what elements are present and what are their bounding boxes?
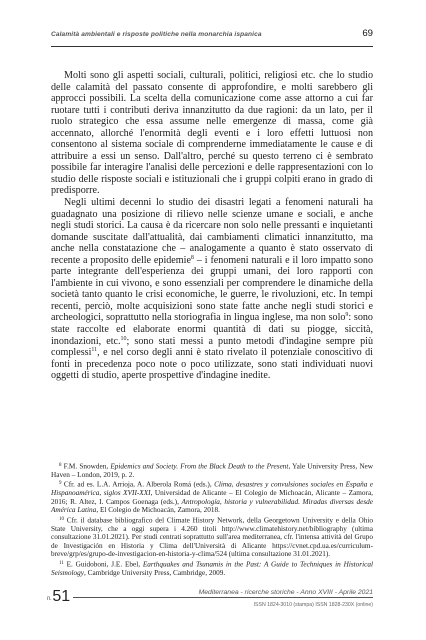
footnote-number: 10	[59, 516, 64, 522]
body-text	[51, 70, 373, 382]
issue-prefix: n.	[47, 596, 52, 602]
footnote-text: , Universidad de Alicante – El Colegio de Michoacán, Alicante – Zamora, 2016; R. Altez, I. Campos Goenaga (eds.),	[51, 489, 373, 506]
paragraph-2-part-b: – i fenomeni naturali e il loro impatto sono parte integrante dell'esperienza dei gruppi umani, dei loro rapporti con l'ambiente in cui vivono, e sono essenziali per comprendere le dinamiche della società tanto quanto le crisi economiche, le guerre, le rivoluzioni, etc. In tempi recenti, perciò, molte acquisizioni sono state fatte anche negli studi storici e archeologici, soprattutto nella storiografia in lingua inglese, ma non solo	[51, 254, 373, 324]
footnote-text: , Yale University Press, New Haven – London, 2019, p. 2.	[51, 462, 374, 480]
footnote-11	[51, 560, 373, 578]
footnote-8	[51, 462, 373, 480]
page-number: 69	[362, 28, 373, 39]
footnote-text: Cfr. il database bibliografico del Climate History Network, della Georgetown University e della Ohio State University, che a oggi supera i 4.260 titoli http://www.climatehistory.net/bibliography (ultima consultazione 31.01.2021). Per studi centrati soprattutto sull'area mediterranea, cfr. l'intensa attività del Grupo de Investigación en Historia y Clima dell'Università di Alicante https://cvnet.cpd.ua.es/curriculum-breve/grp/es/grupo-de-investigacion-en-historia-y-clima/524 (ultima consultazione 31.01.2021).	[51, 516, 374, 559]
issue-number	[47, 588, 70, 606]
paragraph-2-part-e: , e nel corso degli anni è stato rivelato il potenziale conoscitivo di fonti in precedenza poco note o poco utilizzate, sono stati individuati nuovi oggetti di studio, aperte prospettive d'indagine inedite.	[51, 347, 373, 382]
footnote-title: Earthquakes and Tsunamis in the Past: A Guide to Techniques in Historical Seismology	[51, 560, 373, 577]
paragraph-2-part-d: ; sono stati messi a punto metodi d'indagine sempre più complessi	[51, 335, 373, 359]
note-ref-11[interactable]: 11	[91, 347, 98, 354]
page-footer	[47, 588, 377, 620]
note-ref-8[interactable]: 8	[190, 254, 194, 261]
footnote-number: 9	[59, 481, 62, 487]
paragraph-2-part-c: : sono state raccolte ed elaborate enormi quantità di dati su piogge, siccità, inondazioni, etc.	[51, 312, 373, 347]
footer-rule	[73, 597, 373, 598]
footnote-text: F.M. Snowden,	[63, 462, 111, 471]
footnote-number: 11	[59, 560, 64, 566]
note-ref-10[interactable]: 10	[120, 335, 127, 342]
footnote-text: Cfr. ad es. L.A. Arrioja, A. Alberola Romá (eds.),	[63, 480, 215, 489]
footnotes	[51, 462, 373, 578]
footnote-text: , El Colegio de Michoacán, Zamora, 2018.	[96, 506, 220, 515]
footnote-9	[51, 480, 373, 515]
issn: ISSN 1824-3010 (stampa) ISSN 1828-230X (online)	[253, 602, 373, 608]
paragraph-1: Molti sono gli aspetti sociali, culturali, politici, religiosi etc. che lo studio delle calamità del passato consente di approfondire, e molti sarebbero gli approcci possibili. La scelta della comunicazione come asse attorno a cui far ruotare tutti i contributi deriva innanzitutto da due ragioni: da un lato, per il ruolo strategico che essa assume nelle emergenze di massa, come già accennato, allorché l'enormità degli eventi e i loro effetti luttuosi non consentono al sistema sociale di comprenderne immediatamente le cause e di attribuire a essi un senso. Dall'altro, perché su questo terreno ci è sembrato possibile far interagire l'analisi delle percezioni e delle rappresentazioni con lo studio delle risposte sociali e istituzionali che i gruppi colpiti erano in grado di predisporre.	[51, 70, 373, 197]
journal-name: Mediterranea - ricerche storiche - Anno XVIII - Aprile 2021	[198, 589, 373, 596]
footnote-10	[51, 516, 373, 559]
note-ref-9[interactable]: 9	[345, 312, 349, 319]
issue-number-value: 51	[52, 588, 71, 605]
running-title: Calamità ambientali e risposte politiche nella monarchia ispanica	[51, 31, 262, 38]
paragraph-2	[51, 197, 373, 382]
paragraph-2-part-a: Negli ultimi decenni lo studio dei disastri legati a fenomeni naturali ha guadagnato una posizione di rilievo nelle scienze umane e sociali, e anche negli studi storici. La causa è da ricercare non solo nelle pressanti e inquietanti domande suscitate dall'attualità, dai cambiamenti climatici innanzitutto, ma anche nella constatazione che – analogamente a quanto è stato osservato di recente a proposito delle epidemie	[51, 197, 373, 266]
footnote-text: E. Guidoboni, J.E. Ebel,	[66, 560, 143, 569]
footnote-title: Clima, desastres y convulsiones sociales en España e Hispanoamérica, siglos XVII-XXI	[51, 480, 374, 498]
running-header	[51, 30, 373, 47]
footnote-title: Epidemics and Society. From the Black Death to the Present	[110, 462, 289, 471]
footnote-number: 8	[59, 463, 62, 468]
footnote-title: Antropología, historia y vulnerabilidad. Miradas diversas desde América Latina	[51, 497, 373, 515]
footnote-text: , Cambridge University Press, Cambridge, 2009.	[84, 568, 226, 577]
